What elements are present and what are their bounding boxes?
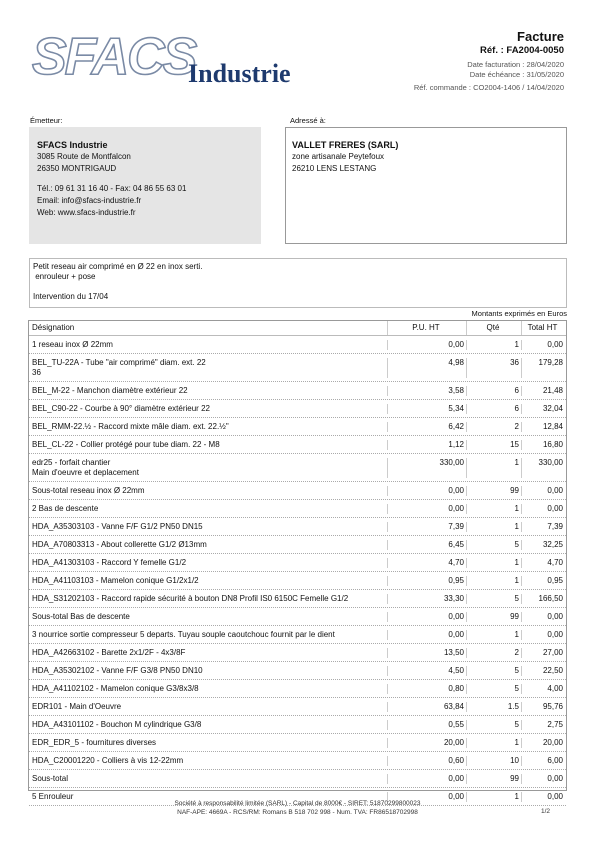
row-unit-price: 6,42	[387, 422, 466, 432]
row-designation: BEL_RMM-22.½ - Raccord mixte mâle diam. ext. 22.½"	[32, 422, 229, 431]
date-facturation: Date facturation : 28/04/2020	[467, 60, 564, 69]
table-row	[29, 770, 566, 788]
table-row	[29, 734, 566, 752]
table-row	[29, 644, 566, 662]
row-quantity: 1.5	[466, 702, 521, 712]
row-total: 0,00	[521, 504, 566, 514]
table-row	[29, 400, 566, 418]
row-unit-price: 0,00	[387, 504, 466, 514]
row-unit-price: 330,00	[387, 458, 466, 478]
invoice-description	[29, 258, 567, 308]
recipient-address2: 26210 LENS LESTANG	[292, 164, 377, 173]
emitter-address2: 26350 MONTRIGAUD	[37, 164, 117, 173]
emitter-block	[29, 127, 261, 244]
invoice-ref: Réf. : FA2004-0050	[480, 45, 564, 56]
row-designation: HDA_A35302102 - Vanne F/F G3/8 PN50 DN10	[32, 666, 203, 675]
row-unit-price: 0,00	[387, 486, 466, 496]
row-unit-price: 20,00	[387, 738, 466, 748]
table-row	[29, 482, 566, 500]
table-row	[29, 382, 566, 400]
row-unit-price: 4,50	[387, 666, 466, 676]
row-designation: HDA_C20001220 - Colliers à vis 12-22mm	[32, 756, 184, 765]
row-unit-price: 0,95	[387, 576, 466, 586]
row-total: 7,39	[521, 522, 566, 532]
row-quantity: 6	[466, 404, 521, 414]
table-row	[29, 354, 566, 382]
row-quantity: 1	[466, 458, 521, 478]
table-body	[29, 336, 566, 806]
items-table	[28, 320, 567, 801]
row-total: 0,00	[521, 612, 566, 622]
footer-legal-1: Société à responsabilité limitée (SARL) - Capital de 8000€ - SIRET: 51870299800023	[174, 800, 421, 807]
row-designation: HDA_A42663102 - Barette 2x1/2F - 4x3/8F	[32, 648, 186, 657]
table-row	[29, 572, 566, 590]
recipient-address1: zone artisanale Peytefoux	[292, 152, 385, 161]
currency-note: Montants exprimés en Euros	[471, 309, 567, 318]
recipient-name: VALLET FRERES (SARL)	[292, 140, 399, 150]
page-number: 1/2	[540, 808, 550, 815]
recipient-block	[285, 127, 567, 244]
row-unit-price: 0,00	[387, 630, 466, 640]
row-unit-price: 13,50	[387, 648, 466, 658]
row-total: 4,70	[521, 558, 566, 568]
row-designation: 3 nourrice sortie compresseur 5 departs. Tuyau souple caoutchouc fournit par le dient	[32, 630, 335, 639]
emitter-address1: 3085 Route de Montfalcon	[37, 152, 131, 161]
row-designation: Sous-total reseau inox Ø 22mm	[32, 486, 145, 495]
row-total: 32,25	[521, 540, 566, 550]
logo-brand: SFACS	[32, 30, 196, 86]
row-designation: BEL_M-22 - Manchon diamètre extérieur 22	[32, 386, 188, 395]
row-quantity: 5	[466, 684, 521, 694]
table-row	[29, 608, 566, 626]
row-quantity: 99	[466, 612, 521, 622]
emitter-label: Émetteur:	[30, 116, 63, 125]
row-total: 179,28	[521, 358, 566, 378]
recipient-label: Adressé à:	[290, 116, 326, 125]
table-row	[29, 590, 566, 608]
row-designation: Sous-total Bas de descente	[32, 612, 130, 621]
description-line	[33, 282, 563, 292]
row-quantity: 1	[466, 504, 521, 514]
table-row	[29, 752, 566, 770]
row-designation: HDA_A41303103 - Raccord Y femelle G1/2	[32, 558, 187, 567]
header-designation: Désignation	[32, 323, 75, 332]
row-unit-price: 4,70	[387, 558, 466, 568]
description-line: enrouleur + pose	[33, 272, 96, 281]
emitter-name: SFACS Industrie	[37, 140, 108, 150]
table-row	[29, 680, 566, 698]
table-row	[29, 662, 566, 680]
description-line: Petit reseau air comprimé en Ø 22 en inox serti.	[33, 262, 203, 271]
row-unit-price: 7,39	[387, 522, 466, 532]
row-unit-price: 33,30	[387, 594, 466, 604]
row-total: 12,84	[521, 422, 566, 432]
date-echeance: Date échéance : 31/05/2020	[469, 70, 564, 79]
footer	[0, 799, 595, 817]
row-total: 0,00	[521, 792, 566, 802]
logo-sub: Industrie	[188, 59, 291, 88]
description-line: Intervention du 17/04	[33, 292, 109, 301]
row-total: 21,48	[521, 386, 566, 396]
table-row	[29, 716, 566, 734]
row-quantity: 15	[466, 440, 521, 450]
table-row	[29, 336, 566, 354]
table-row	[29, 626, 566, 644]
row-quantity: 5	[466, 666, 521, 676]
row-quantity: 1	[466, 522, 521, 532]
row-quantity: 1	[466, 792, 521, 802]
row-designation: EDR_EDR_5 - fournitures diverses	[32, 738, 157, 747]
row-total: 0,00	[521, 486, 566, 496]
row-quantity: 5	[466, 720, 521, 730]
row-designation: HDA_A35303103 - Vanne F/F G1/2 PN50 DN15	[32, 522, 203, 531]
row-total: 166,50	[521, 594, 566, 604]
row-quantity: 2	[466, 648, 521, 658]
row-quantity: 1	[466, 558, 521, 568]
table-header	[29, 321, 566, 336]
row-designation: HDA_A41102102 - Mamelon conique G3/8x3/8	[32, 684, 199, 693]
row-total: 32,04	[521, 404, 566, 414]
row-designation: 1 reseau inox Ø 22mm	[32, 340, 113, 349]
row-unit-price: 1,12	[387, 440, 466, 450]
row-total: 0,95	[521, 576, 566, 586]
row-unit-price: 0,60	[387, 756, 466, 766]
table-row	[29, 418, 566, 436]
row-designation: 2 Bas de descente	[32, 504, 99, 513]
row-quantity: 5	[466, 540, 521, 550]
row-unit-price: 63,84	[387, 702, 466, 712]
row-quantity: 99	[466, 486, 521, 496]
table-row	[29, 554, 566, 572]
row-total: 27,00	[521, 648, 566, 658]
table-row	[29, 698, 566, 716]
row-unit-price: 0,00	[387, 792, 466, 802]
row-quantity: 5	[466, 594, 521, 604]
header-total: Total HT	[521, 321, 566, 335]
emitter-phone: Tél.: 09 61 31 16 40 - Fax: 04 86 55 63 01	[37, 184, 187, 193]
row-unit-price: 5,34	[387, 404, 466, 414]
emitter-web: Web: www.sfacs-industrie.fr	[37, 208, 136, 217]
row-quantity: 1	[466, 738, 521, 748]
footer-legal-2: NAF-APE: 4669A - RCS/RM: Romans B 518 702 998 - Num. TVA: FR86518702998	[177, 809, 418, 816]
row-quantity: 6	[466, 386, 521, 396]
row-total: 4,00	[521, 684, 566, 694]
row-quantity: 1	[466, 576, 521, 586]
row-designation: BEL_TU-22A - Tube "air comprimé" diam. ext. 22 36	[32, 358, 206, 377]
table-row	[29, 436, 566, 454]
invoice-header	[414, 30, 564, 93]
row-unit-price: 4,98	[387, 358, 466, 378]
row-designation: HDA_A70803313 - About collerette G1/2 Ø13mm	[32, 540, 207, 549]
row-unit-price: 0,80	[387, 684, 466, 694]
row-quantity: 10	[466, 756, 521, 766]
row-total: 2,75	[521, 720, 566, 730]
row-quantity: 1	[466, 630, 521, 640]
row-total: 0,00	[521, 630, 566, 640]
row-designation: 5 Enrouleur	[32, 792, 74, 801]
row-designation: HDA_S31202103 - Raccord rapide sécurité à bouton DN8 Profil IS0 6150C Femelle G1/2	[32, 594, 349, 603]
row-total: 22,50	[521, 666, 566, 676]
row-designation: HDA_A41103103 - Mamelon conique G1/2x1/2	[32, 576, 199, 585]
row-unit-price: 0,00	[387, 612, 466, 622]
company-logo	[30, 30, 320, 90]
row-designation: HDA_A43101102 - Bouchon M cylindrique G3/8	[32, 720, 202, 729]
row-quantity: 2	[466, 422, 521, 432]
row-designation: BEL_CL-22 - Collier protégé pour tube diam. 22 - M8	[32, 440, 220, 449]
row-designation: edr25 - forfait chantier Main d'oeuvre et deplacement	[32, 458, 139, 477]
row-total: 0,00	[521, 340, 566, 350]
table-row	[29, 518, 566, 536]
row-total: 6,00	[521, 756, 566, 766]
table-row	[29, 536, 566, 554]
row-quantity: 36	[466, 358, 521, 378]
row-total: 330,00	[521, 458, 566, 478]
header-unit-price: P.U. HT	[387, 321, 466, 335]
row-unit-price: 3,58	[387, 386, 466, 396]
row-quantity: 1	[466, 340, 521, 350]
row-total: 0,00	[521, 774, 566, 784]
row-designation: BEL_C90-22 - Courbe à 90° diamètre extérieur 22	[32, 404, 210, 413]
row-unit-price: 0,00	[387, 774, 466, 784]
row-total: 95,76	[521, 702, 566, 712]
row-designation: EDR101 - Main d'Oeuvre	[32, 702, 122, 711]
row-designation: Sous-total	[32, 774, 69, 783]
row-unit-price: 0,55	[387, 720, 466, 730]
row-total: 20,00	[521, 738, 566, 748]
emitter-email: Email: info@sfacs-industrie.fr	[37, 196, 142, 205]
ref-commande: Réf. commande : CO2004-1406 / 14/04/2020	[413, 83, 564, 92]
row-unit-price: 0,00	[387, 340, 466, 350]
row-unit-price: 6,45	[387, 540, 466, 550]
table-row	[29, 500, 566, 518]
row-total: 16,80	[521, 440, 566, 450]
invoice-title: Facture	[517, 29, 564, 44]
table-row	[29, 454, 566, 482]
header-quantity: Qté	[466, 321, 521, 335]
row-quantity: 99	[466, 774, 521, 784]
